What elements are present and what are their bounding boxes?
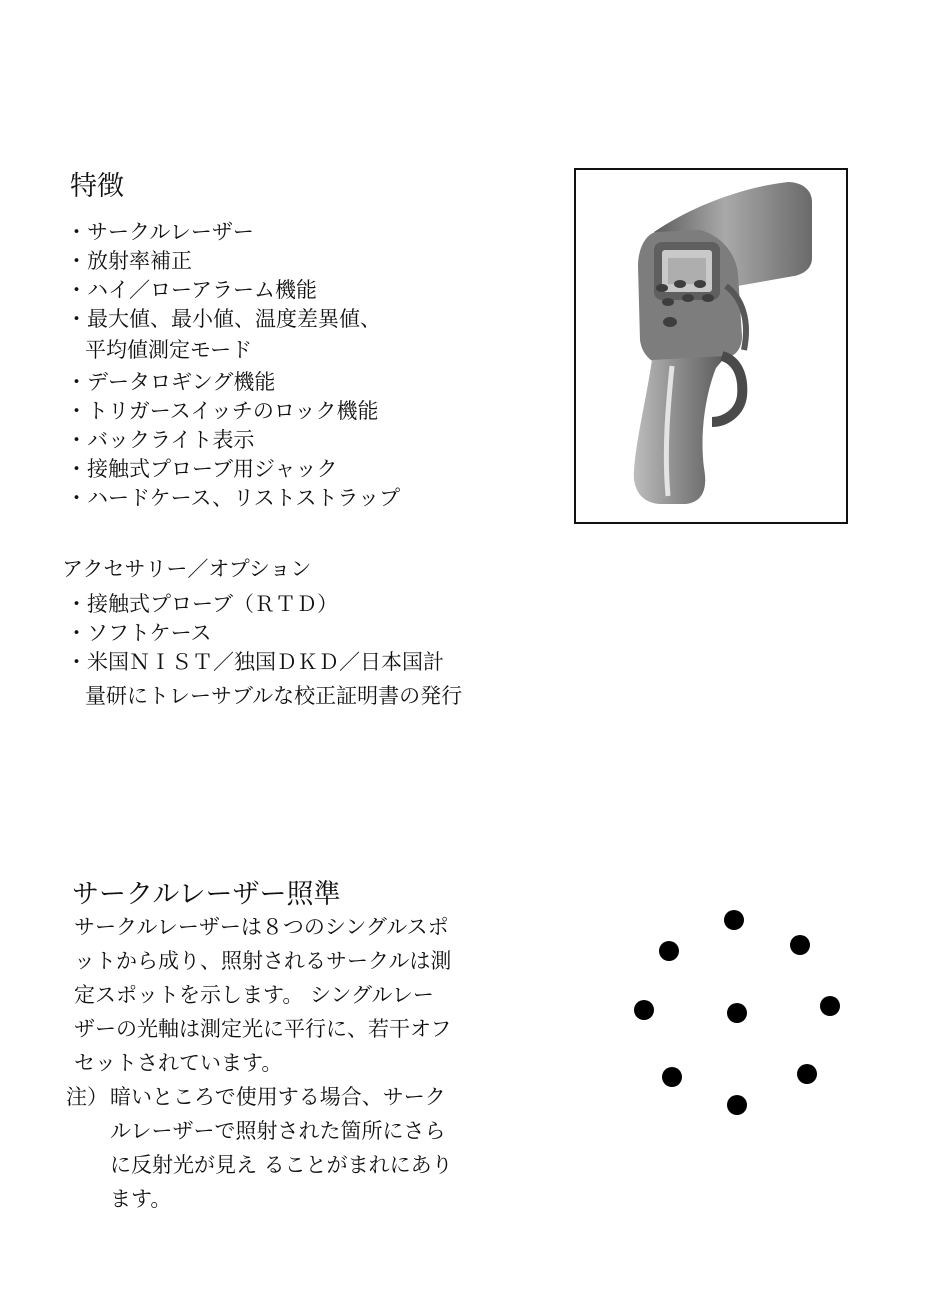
- paragraph-line: 定スポットを示します。 シングルレー: [74, 983, 434, 1007]
- note-text: [110, 1080, 453, 1216]
- laser-dot: [727, 1095, 747, 1115]
- list-item: ・最大値、最小値、温度差異値、: [66, 307, 381, 331]
- list-item: ・米国ＮＩＳＴ／独国ＤＫＤ／日本国計: [66, 650, 444, 674]
- list-item: ・放射率補正: [66, 249, 192, 273]
- circle-laser-description: [74, 910, 451, 1080]
- laser-dot-pattern-icon: [620, 895, 860, 1125]
- accessories-heading: アクセサリー／オプション: [62, 557, 312, 581]
- list-item: ・サークルレーザー: [66, 220, 254, 244]
- laser-dot: [724, 910, 744, 930]
- list-item: ・ハイ／ローアラーム機能: [66, 278, 317, 302]
- laser-dot: [662, 1067, 682, 1087]
- list-item: ・トリガースイッチのロック機能: [66, 399, 379, 423]
- list-item: ・接触式プローブ用ジャック: [66, 457, 338, 481]
- list-item: ・データロギング機能: [66, 370, 276, 394]
- note-label: 注）: [66, 1085, 108, 1109]
- laser-dot: [820, 996, 840, 1016]
- features-list: [66, 218, 400, 513]
- laser-dot: [797, 1064, 817, 1084]
- note-line: に反射光が見え ることがまれにあり: [110, 1153, 453, 1177]
- paragraph-line: ザーの光軸は測定光に平行に、若干オフ: [74, 1017, 452, 1041]
- laser-dot: [634, 1000, 654, 1020]
- list-item: ・ハードケース、リストストラップ: [66, 486, 401, 510]
- note-line: 暗いところで使用する場合、サーク: [110, 1085, 446, 1109]
- list-item: 量研にトレーサブルな校正証明書の発行: [85, 684, 463, 708]
- paragraph-line: サークルレーザーは８つのシングルスポ: [74, 915, 449, 939]
- accessories-list: [66, 590, 462, 711]
- product-photo-frame: [574, 168, 848, 524]
- paragraph-line: ットから成り、照射されるサークルは測: [74, 949, 452, 973]
- laser-dot-center: [727, 1003, 747, 1023]
- note-line: ます。: [110, 1187, 172, 1211]
- laser-dot: [659, 941, 679, 961]
- list-item: ・接触式プローブ（ＲＴＤ）: [66, 592, 338, 616]
- list-item: ・バックライト表示: [66, 428, 255, 452]
- list-item: 平均値測定モード: [85, 338, 253, 362]
- list-item: ・ソフトケース: [66, 621, 212, 645]
- infrared-thermometer-icon: [576, 170, 846, 522]
- laser-dot: [790, 935, 810, 955]
- features-heading: 特徴: [70, 171, 124, 202]
- circle-laser-heading: サークルレーザー照準: [72, 879, 341, 910]
- paragraph-line: セットされています。: [74, 1051, 283, 1075]
- note-line: ルレーザーで照射された箇所にさら: [110, 1119, 446, 1143]
